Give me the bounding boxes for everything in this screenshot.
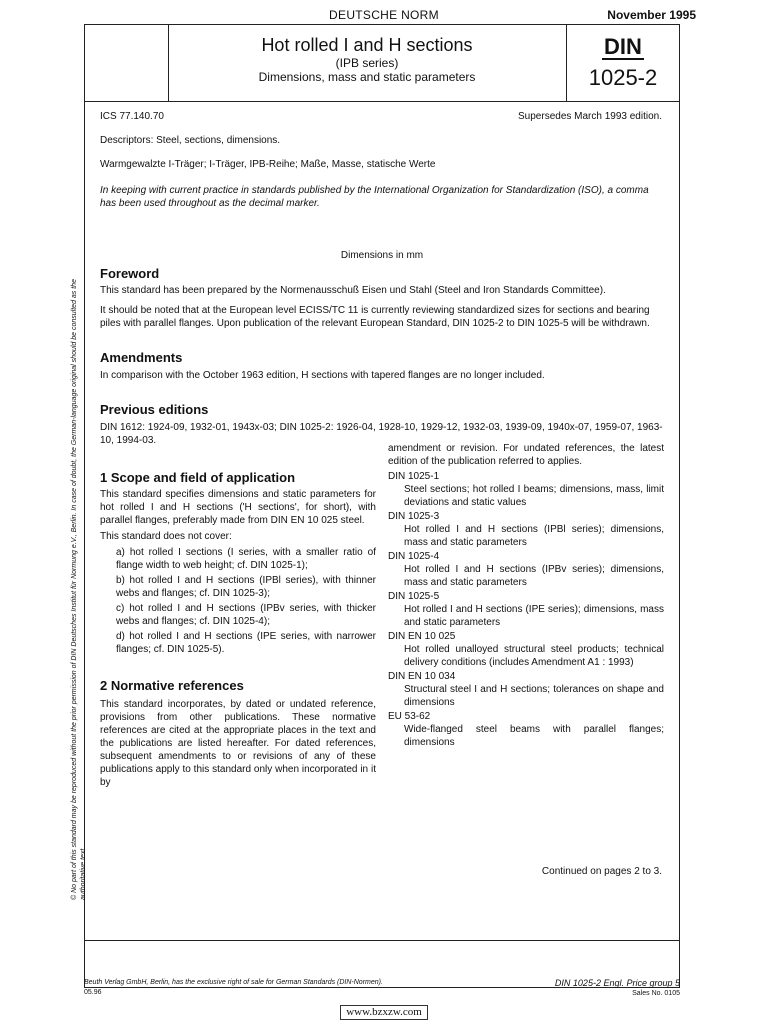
- reference-code: EU 53-62: [388, 711, 431, 722]
- amendments-paragraph: In comparison with the October 1963 edition, H sections with tapered flanges are no longer included.: [100, 370, 545, 381]
- amendments-heading: Amendments: [100, 350, 183, 365]
- reference-text: Hot rolled I and H sections (IPBl series); dimensions, mass and static parameters: [404, 524, 664, 548]
- previous-editions-list: DIN 1612: 1924-09, 1932-01, 1943x-03; DIN 1025-2: 1926-04, 1928-10, 1929-12, 1932-03, 1939-09, 1940x-07, 1959-07, 1963-10, 1994-03.: [100, 422, 663, 446]
- reference-code: DIN 1025-4: [388, 551, 440, 562]
- edition-code: 05.96: [84, 989, 102, 996]
- issue-date: November 1995: [607, 8, 696, 22]
- reference-text: Structural steel I and H sections; tolerances on shape and dimensions: [404, 684, 664, 708]
- din-logo-word: DIN: [604, 34, 642, 59]
- reference-text: Hot rolled I and H sections (IPE series); dimensions, mass and static parameters: [404, 604, 664, 628]
- din-designation: [566, 36, 680, 92]
- sales-number: Sales No. 0105: [632, 990, 680, 997]
- normative-paragraph: This standard incorporates, by dated or undated reference, provisions from other publications. These normative references are cited at the appropriate places in the text and the publications are listed hereafter. For dated references, subsequent amendments to or revisions of any of these publications apply to this standard only when incorporated in it by: [100, 699, 376, 788]
- scope-heading: 1 Scope and field of application: [100, 470, 296, 485]
- reference-text: Hot rolled I and H sections (IPBv series); dimensions, mass and static parameters: [404, 564, 664, 588]
- copyright-side-note: © No part of this standard may be reproduced without the prior permission of DIN Deutsches Institut für Normung e.V., Berlin. In case of doubt, the German-language original should be consulted as the authoritative text.: [71, 279, 87, 900]
- sales-rights-note: Beuth Verlag GmbH, Berlin, has the exclusive right of sale for German Standards (DIN-Normen).: [84, 979, 383, 986]
- document-subtitle-series: (IPB series): [335, 56, 399, 70]
- document-subtitle: Dimensions, mass and static parameters: [258, 70, 476, 84]
- continued-note: Continued on pages 2 to 3.: [541, 866, 662, 877]
- ics-code: ICS 77.140.70: [100, 111, 164, 122]
- foreword-paragraph-1: This standard has been prepared by the Normenausschuß Eisen und Stahl (Steel and Iron Standards Committee).: [100, 285, 606, 296]
- reference-code: DIN 1025-5: [388, 591, 440, 602]
- scope-exclusion-c: c) hot rolled I and H sections (IPBv series, with thicker webs and flanges; cf. DIN 1025-4);: [116, 603, 376, 627]
- foreword-paragraph-2: It should be noted that at the European level ECISS/TC 11 is currently reviewing standardized sizes for sections and bearing piles with parallel flanges. Upon publication of the relevant European Standard, DIN 1025-2 to DIN 1025-5 will be withdrawn.: [100, 305, 650, 329]
- scope-paragraph-1: This standard specifies dimensions and static parameters for hot rolled I and H sections ('H sections', for short), with parallel flanges, preferably made from DIN EN 10 025 steel.: [100, 489, 376, 526]
- scope-exclusion-b: b) hot rolled I and H sections (IPBl series), with thinner webs and flanges; cf. DIN 1025-3);: [116, 575, 376, 599]
- din-number: 1025-2: [588, 65, 658, 90]
- footer-rule: [84, 940, 680, 941]
- reference-text: Hot rolled unalloyed structural steel products; technical delivery conditions (includes Amendment A1 : 1993): [404, 644, 664, 668]
- reference-text: Wide-flanged steel beams with parallel flanges; dimensions: [404, 724, 664, 748]
- normative-references-heading: 2 Normative references: [100, 678, 244, 693]
- reference-code: DIN EN 10 025: [388, 631, 456, 642]
- decimal-marker-note: In keeping with current practice in standards published by the International Organization for Standardization (ISO), a comma has been used throughout as the decimal marker.: [100, 185, 649, 209]
- reference-text: Steel sections; hot rolled I beams; dimensions, mass, limit deviations and static values: [404, 484, 664, 508]
- normative-paragraph-continued: amendment or revision. For undated references, the latest edition of the publication referred to applies.: [388, 443, 664, 467]
- document-title: Hot rolled I and H sections: [261, 35, 473, 55]
- descriptors: Descriptors: Steel, sections, dimensions.: [100, 135, 281, 146]
- norm-label: DEUTSCHE NORM: [329, 8, 439, 22]
- website-watermark[interactable]: www.bzxzw.com: [340, 1005, 428, 1020]
- reference-code: DIN 1025-1: [388, 471, 440, 482]
- reference-code: DIN EN 10 034: [388, 671, 456, 682]
- scope-exclusion-d: d) hot rolled I and H sections (IPE series, with narrower flanges; cf. DIN 1025-5).: [116, 631, 376, 655]
- german-descriptors: Warmgewalzte I-Träger; I-Träger, IPB-Reihe; Maße, Masse, statische Werte: [100, 159, 436, 170]
- previous-editions-heading: Previous editions: [100, 402, 209, 417]
- supersedes-note: Supersedes March 1993 edition.: [518, 111, 662, 122]
- reference-code: DIN 1025-3: [388, 511, 440, 522]
- scope-exclusion-a: a) hot rolled I sections (I series, with a smaller ratio of flange width to web height; cf. DIN 1025-1);: [116, 547, 376, 571]
- scope-paragraph-2: This standard does not cover:: [100, 531, 232, 542]
- document-title-block: [168, 34, 566, 84]
- dimensions-unit: Dimensions in mm: [340, 250, 424, 261]
- foreword-heading: Foreword: [100, 266, 160, 281]
- document-reference: DIN 1025-2 Engl. Price group 5: [554, 978, 680, 988]
